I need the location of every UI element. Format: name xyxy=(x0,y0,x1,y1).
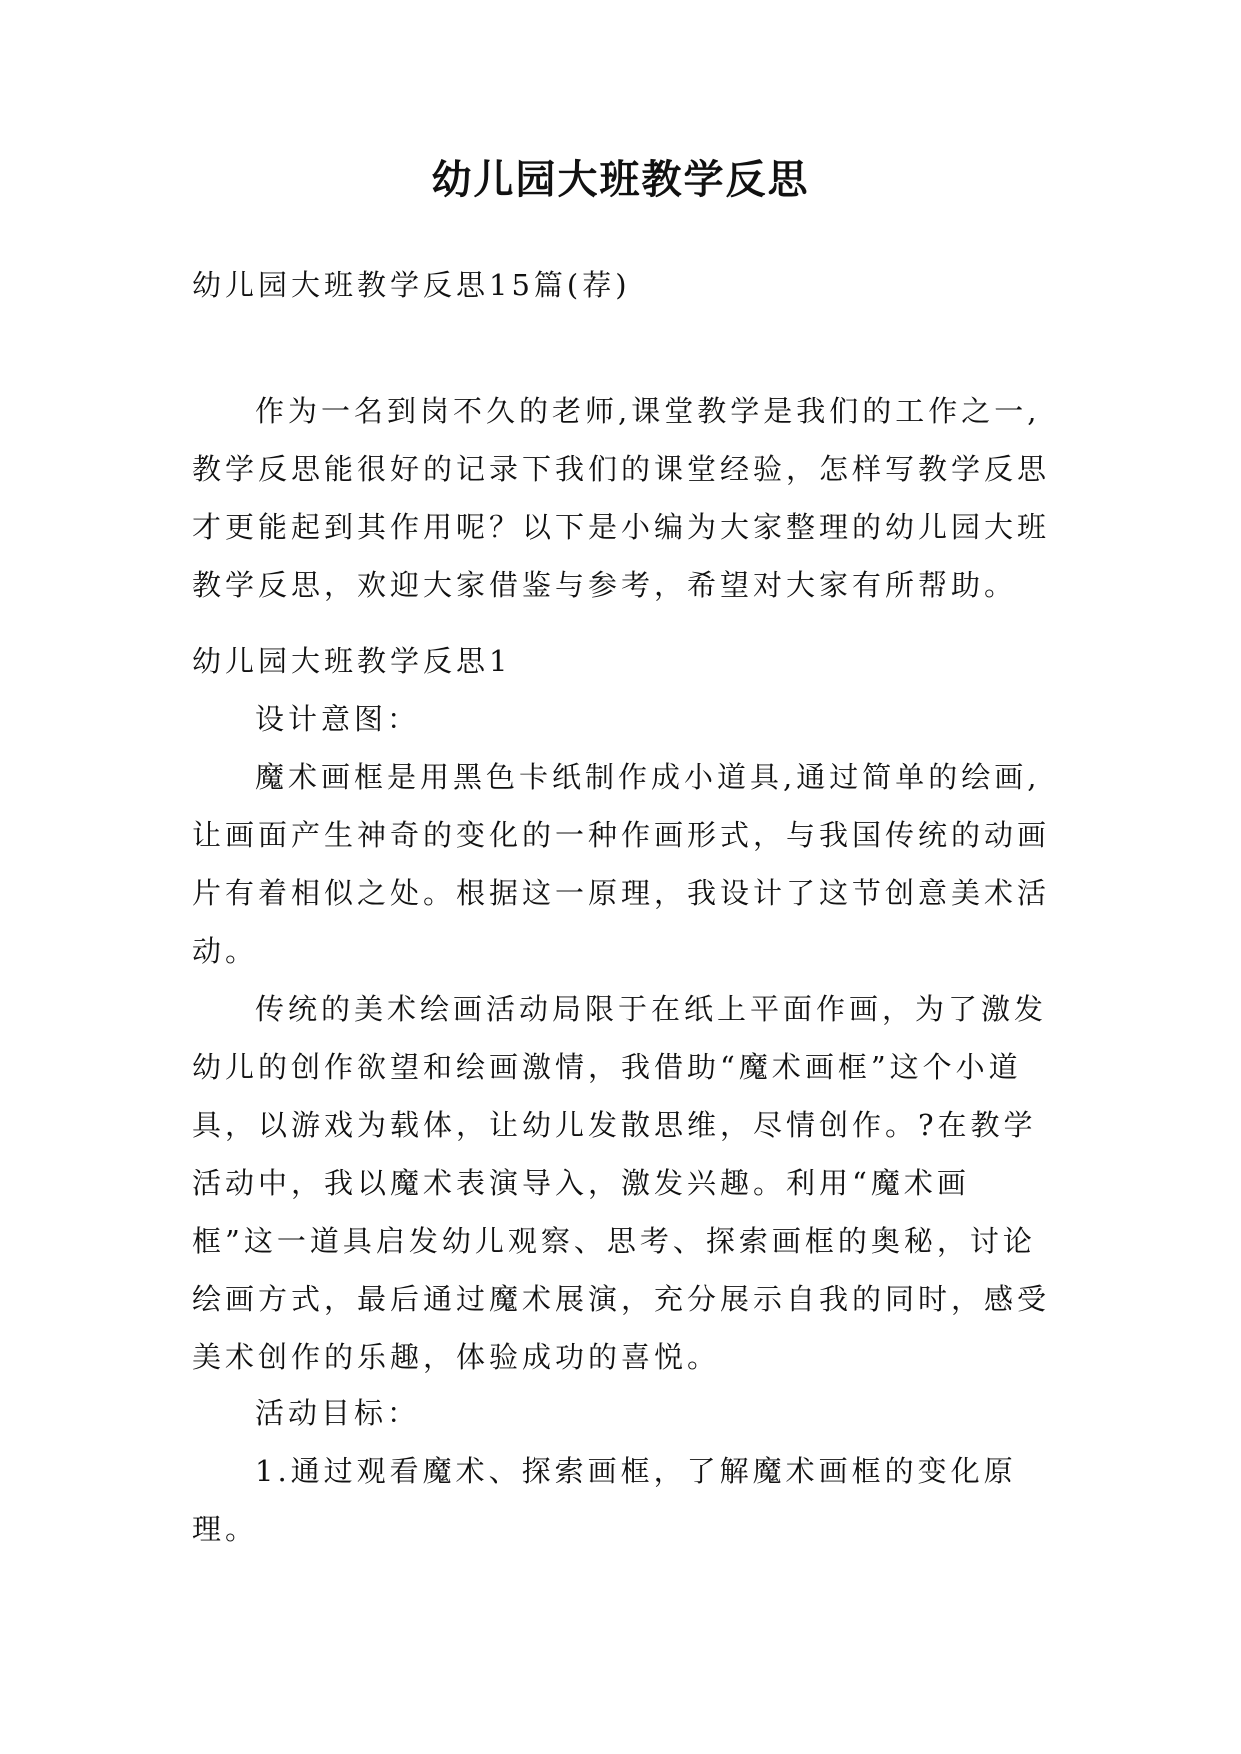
design-intent-label: 设计意图： xyxy=(255,702,421,736)
document-subtitle: 幼儿园大班教学反思15篇(荐) xyxy=(192,268,631,302)
section-heading: 幼儿园大班教学反思1 xyxy=(192,644,512,678)
design-paragraph-2: 传统的美术绘画活动局限于在纸上平面作画，为了激发幼儿的创作欲望和绘画激情，我借助“魔术画框”这个小道具，以游戏为载体，让幼儿发散思维，尽情创作。?在教学活动中，我以魔术表演导入，激发兴趣。利用“魔术画框”这一道具启发幼儿观察、思考、探索画框的奥秘，讨论绘画方式，最后通过魔术展演，充分展示自我的同时，感受美术创作的乐趣，体验成功的喜悦。 xyxy=(192,992,1051,1374)
document-title: 幼儿园大班教学反思 xyxy=(431,157,810,203)
activity-goal-1: 1.通过观看魔术、探索画框，了解魔术画框的变化原理。 xyxy=(192,1454,1017,1546)
activity-goals-label: 活动目标： xyxy=(255,1396,421,1430)
design-paragraph-1: 魔术画框是用黑色卡纸制作成小道具,通过简单的绘画,让画面产生神奇的变化的一种作画形式，与我国传统的动画片有着相似之处。根据这一原理，我设计了这节创意美术活动。 xyxy=(192,760,1051,968)
intro-paragraph: 作为一名到岗不久的老师,课堂教学是我们的工作之一,教学反思能很好的记录下我们的课堂经验，怎样写教学反思才更能起到其作用呢？以下是小编为大家整理的幼儿园大班教学反思，欢迎大家借鉴与参考，希望对大家有所帮助。 xyxy=(192,394,1051,602)
